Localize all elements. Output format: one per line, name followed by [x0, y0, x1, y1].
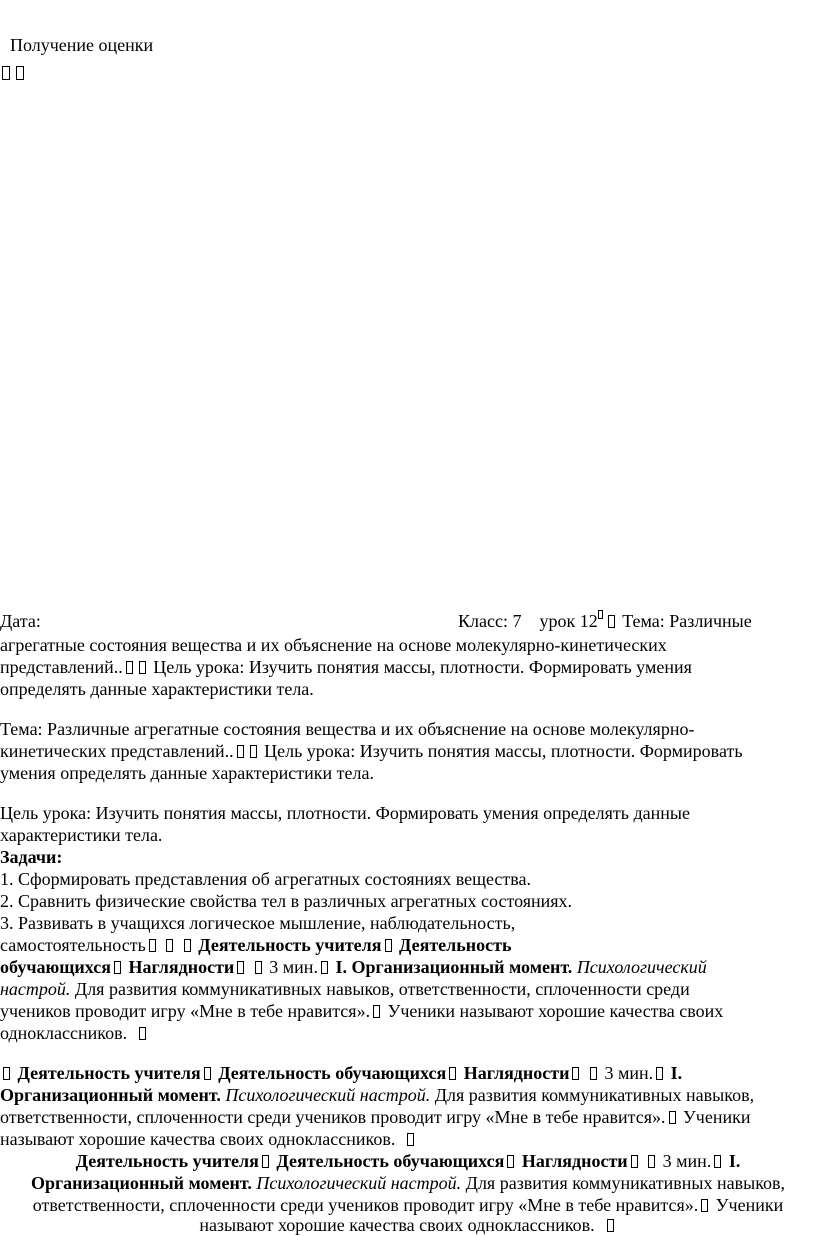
text-span: 3 мин.: [269, 957, 318, 977]
p1-line-2: агрегатные состояния вещества и их объяснение на основе молекулярно-кинетических: [0, 635, 667, 655]
missing-glyph-icon: [250, 745, 257, 758]
missing-glyph-icon: [598, 610, 603, 619]
missing-glyph-icon: [16, 66, 24, 80]
text-span: Для развития коммуникативных навыков, ответственности, сплоченности среди: [74, 979, 690, 999]
italic-text: Психологический: [576, 957, 707, 977]
bold-text: Организационный момент.: [30, 1173, 252, 1193]
missing-glyph-icon: [149, 939, 156, 952]
missing-glyph-icon: [407, 1133, 414, 1146]
p3-line-10: [0, 1000, 723, 1022]
missing-glyph-icon: [255, 961, 262, 974]
p3-line-9: [0, 978, 690, 1000]
text-span: ответственности, сплоченности среди учеников проводит игру «Мне в тебе нравится».: [0, 1107, 666, 1127]
missing-glyph-icon: [507, 1155, 514, 1168]
text-span: 3 мин.: [662, 1151, 712, 1171]
bold-text: Деятельность учителя: [17, 1063, 201, 1083]
missing-glyph-icon: [321, 961, 328, 974]
missing-glyph-icon: [385, 939, 392, 952]
text-span: одноклассников.: [0, 1023, 128, 1043]
missing-glyph-icon: [607, 1219, 614, 1232]
p4-line-3: [0, 1106, 750, 1128]
text-span: Ученики: [683, 1107, 751, 1127]
missing-glyph-icon: [449, 1067, 456, 1080]
lesson-label: урок 12: [539, 611, 598, 631]
bold-text: I.: [728, 1151, 741, 1171]
missing-glyph-icon: [184, 939, 191, 952]
missing-glyph-icon: [590, 1067, 597, 1080]
p3-line-11: [0, 1022, 149, 1044]
text-span: Цель урока: Изучить понятия массы, плотности. Формировать: [264, 741, 743, 761]
p2-line-1: Тема: Различные агрегатные состояния вещества и их объяснение на основе молекулярно-: [0, 719, 695, 739]
missing-glyph-icon: [648, 1155, 655, 1168]
date-label: Дата:: [0, 611, 41, 631]
missing-glyph-icon: [373, 1005, 380, 1018]
bold-text: обучающихся: [0, 957, 111, 977]
p4-line-2: [0, 1084, 754, 1106]
bold-text: Организационный момент.: [0, 1085, 221, 1105]
italic-text: Психологический настрой.: [225, 1085, 431, 1105]
text-span: Для развития коммуникативных навыков,: [434, 1085, 755, 1105]
italic-text: настрой.: [0, 979, 71, 999]
missing-glyph-icon: [126, 661, 133, 674]
p3-line-8: [0, 956, 707, 978]
p1-line-1-right: [458, 610, 752, 632]
missing-glyph-icon: [237, 961, 244, 974]
tasks-heading: [0, 846, 62, 868]
missing-glyph-icon: [3, 1067, 10, 1080]
p5-line-1: [0, 1150, 816, 1172]
p5-line-2: [0, 1172, 816, 1194]
task-1: 1. Сформировать представления об агрегатных состояниях вещества.: [0, 869, 532, 889]
p4-line-4: [0, 1128, 417, 1150]
p5-line-4: [0, 1214, 816, 1236]
text-span: учеников проводит игру «Мне в тебе нравится».: [0, 1001, 371, 1021]
missing-glyph-icon: [608, 615, 615, 628]
text-span: самостоятельность: [0, 935, 146, 955]
missing-glyph-icon: [572, 1067, 579, 1080]
bold-text: Наглядности: [463, 1063, 570, 1083]
text-span: называют хорошие качества своих одноклассников.: [199, 1215, 595, 1235]
bold-text: Наглядности: [521, 1151, 628, 1171]
missing-glyph-icons: [2, 62, 30, 84]
missing-glyph-icon: [237, 745, 244, 758]
text-span: ответственности, сплоченности среди учеников проводит игру «Мне в тебе нравится».: [32, 1195, 699, 1215]
bold-text: Наглядности: [128, 957, 235, 977]
bold-text: Задачи:: [0, 847, 63, 867]
text-span: Ученики называют хорошие качества своих: [387, 1001, 724, 1021]
missing-glyph-icon: [204, 1067, 211, 1080]
missing-glyph-icon: [114, 961, 121, 974]
p4-line-1: [0, 1062, 682, 1084]
p3-line-2: характеристики тела.: [0, 825, 163, 845]
text-span: 3 мин.: [604, 1063, 654, 1083]
text-span: Ученики: [715, 1195, 784, 1215]
bold-text: I.: [670, 1063, 683, 1083]
bold-text: Деятельность учителя: [198, 935, 382, 955]
p2-line-3: умения определять данные характеристики тела.: [0, 763, 374, 783]
text-span: кинетических представлений..: [0, 741, 234, 761]
p1-line-1: [0, 610, 41, 632]
p3-line-7: [0, 934, 512, 956]
bold-text: Деятельность обучающихся: [218, 1063, 447, 1083]
bold-text: I. Организационный момент.: [335, 957, 573, 977]
missing-glyph-icon: [669, 1111, 676, 1124]
task-2: 2. Сравнить физические свойства тел в различных агрегатных состояниях.: [0, 891, 573, 911]
missing-glyph-icon: [166, 939, 173, 952]
missing-glyph-icon: [656, 1067, 663, 1080]
missing-glyph-icon: [139, 1027, 146, 1040]
missing-glyph-icon: [2, 66, 10, 80]
text-span: Цель урока: Изучить понятия массы, плотности. Формировать умения: [153, 657, 692, 677]
text-span: Для развития коммуникативных навыков,: [465, 1173, 786, 1193]
missing-glyph-icon: [631, 1155, 638, 1168]
class-label: Класс: 7: [458, 611, 522, 631]
bold-text: Деятельность: [399, 935, 512, 955]
text-span: называют хорошие качества своих одноклассников.: [0, 1129, 396, 1149]
missing-glyph-icon: [262, 1155, 269, 1168]
p3-line-1: Цель урока: Изучить понятия массы, плотности. Формировать умения определять данные: [0, 803, 690, 823]
p5-line-3: [0, 1194, 816, 1216]
bold-text: Деятельность учителя: [75, 1151, 259, 1171]
p1-line-3: [0, 656, 692, 678]
page-title: Получение оценки: [10, 35, 154, 55]
p1-line-4: определять данные характеристики тела.: [0, 679, 314, 699]
topic-start: Тема: Различные: [622, 611, 752, 631]
p2-line-2: [0, 740, 743, 762]
missing-glyph-icon: [701, 1199, 708, 1212]
missing-glyph-icon: [139, 661, 146, 674]
text-span: представлений..: [0, 657, 123, 677]
italic-text: Психологический настрой.: [256, 1173, 462, 1193]
missing-glyph-icon: [714, 1155, 721, 1168]
task-3: 3. Развивать в учащихся логическое мышление, наблюдательность,: [0, 913, 516, 933]
bold-text: Деятельность обучающихся: [276, 1151, 505, 1171]
